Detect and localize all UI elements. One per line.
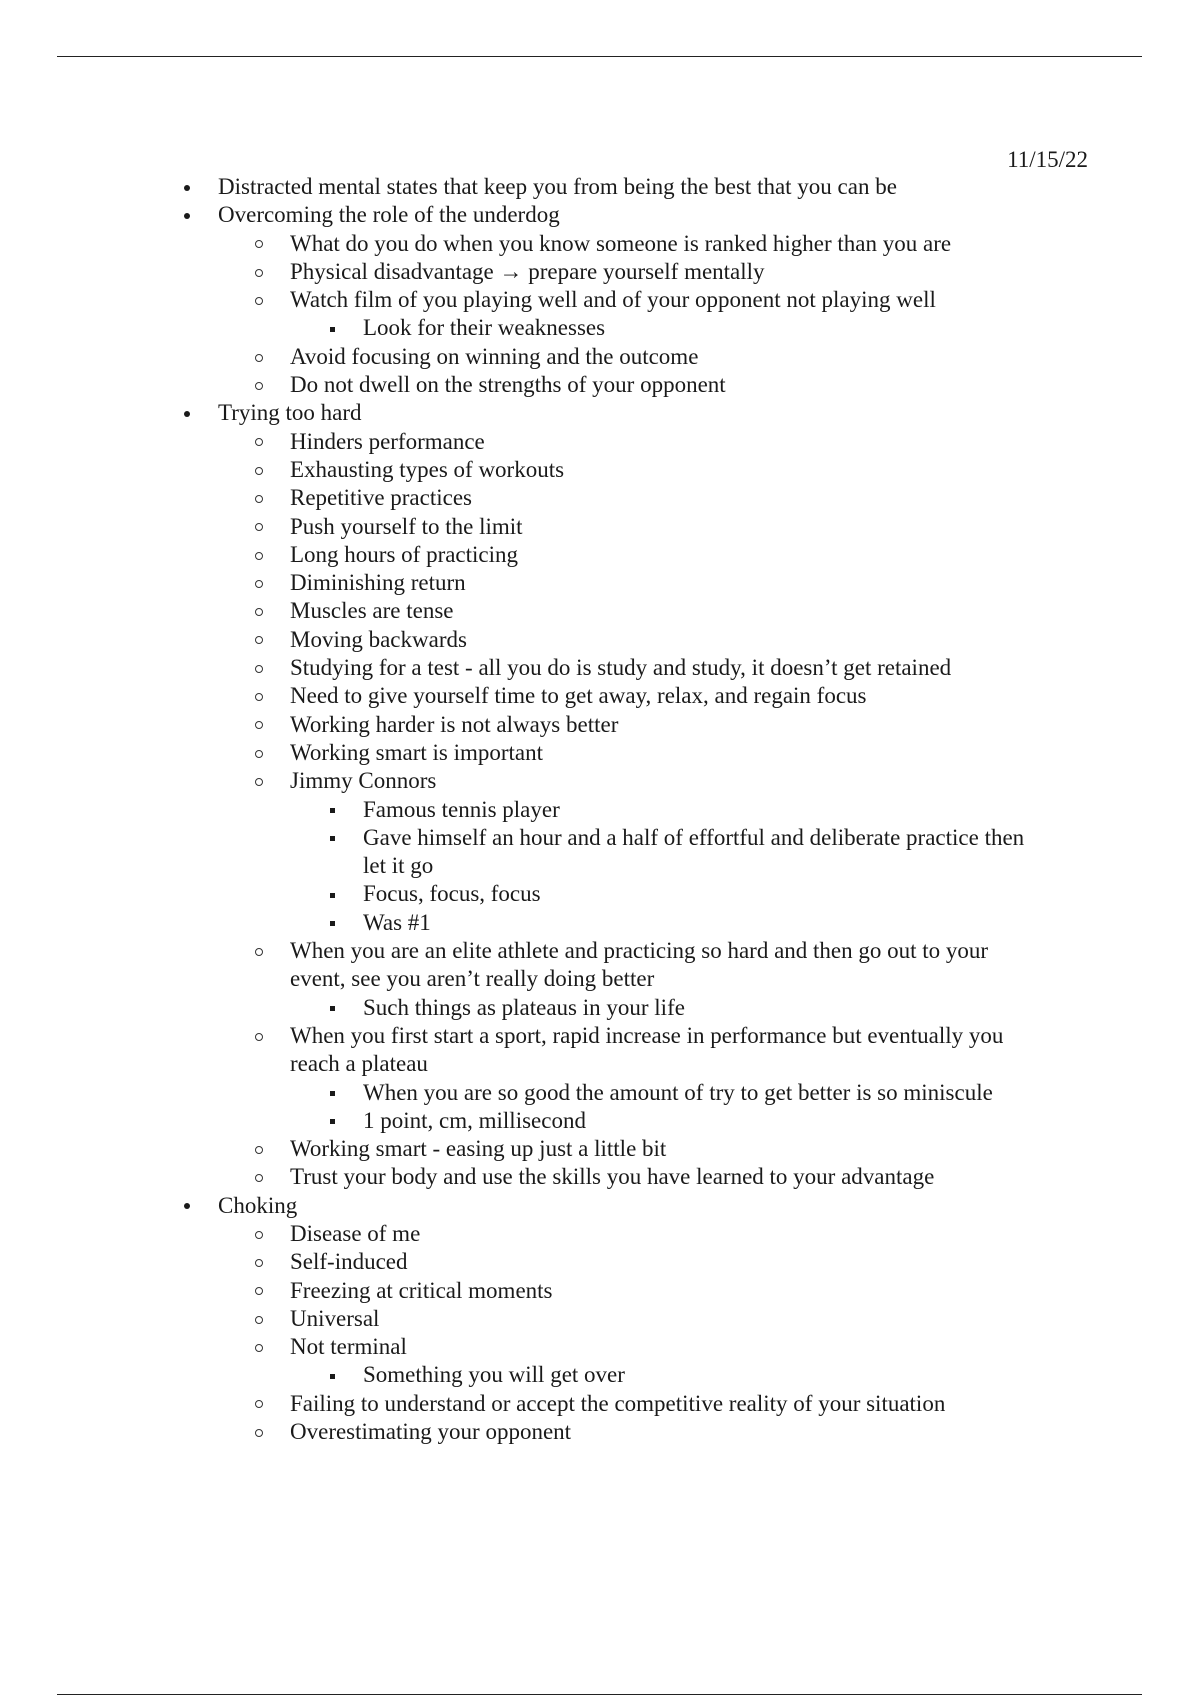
note-item-level-2 <box>0 1163 1200 1191</box>
circle-bullet-icon <box>250 230 268 258</box>
note-item-text: Trying too hard <box>218 400 362 426</box>
note-item-text: Exhausting types of workouts <box>290 456 565 482</box>
note-item-text: Repetitive practices <box>290 485 473 511</box>
note-item-level-3 <box>0 824 1200 852</box>
circle-bullet-icon <box>250 541 268 569</box>
note-item-level-2 <box>0 1248 1200 1276</box>
note-item-level-2 <box>0 739 1200 767</box>
note-item-level-2 <box>0 541 1200 569</box>
square-bullet-icon <box>323 824 341 852</box>
circle-bullet-icon <box>250 484 268 512</box>
note-item-text: When you are an elite athlete and practicing so hard and then go out to your <box>290 938 989 964</box>
note-item-level-2 <box>0 484 1200 512</box>
note-item-level-3 <box>0 909 1200 937</box>
note-item-text: reach a plateau <box>290 1051 428 1077</box>
note-item-text: Watch film of you playing well and of your opponent not playing well <box>290 287 936 313</box>
circle-bullet-icon <box>250 1418 268 1446</box>
note-item-text: Trust your body and use the skills you have learned to your advantage <box>290 1164 935 1190</box>
note-item-text: Choking <box>218 1192 298 1218</box>
note-item-text: Studying for a test - all you do is study and study, it doesn’t get retained <box>290 655 952 681</box>
note-item-level-3 <box>0 994 1200 1022</box>
note-item-text: Overestimating your opponent <box>290 1419 572 1445</box>
note-item-level-2 <box>0 654 1200 682</box>
circle-bullet-icon <box>250 711 268 739</box>
note-item-level-1 <box>0 173 1200 201</box>
note-item-text: Look for their weaknesses <box>363 315 606 341</box>
note-item-text: Failing to understand or accept the competitive reality of your situation <box>290 1390 946 1416</box>
note-item-text: Avoid focusing on winning and the outcome <box>290 343 699 369</box>
circle-bullet-icon <box>250 1248 268 1276</box>
circle-bullet-icon <box>250 937 268 965</box>
note-item-text: Focus, focus, focus <box>363 881 541 907</box>
circle-bullet-icon <box>250 1305 268 1333</box>
note-item-text: Self-induced <box>290 1249 408 1275</box>
note-item-level-2 <box>0 1220 1200 1248</box>
note-item-level-2 <box>0 767 1200 795</box>
note-item-text: Overcoming the role of the underdog <box>218 202 560 228</box>
notes-outline <box>0 173 1200 1446</box>
note-date: 11/15/22 <box>1007 147 1088 172</box>
circle-bullet-icon <box>250 1333 268 1361</box>
note-item-level-1 <box>0 399 1200 427</box>
circle-bullet-icon <box>250 456 268 484</box>
note-item-level-2 <box>0 1135 1200 1163</box>
square-bullet-icon <box>323 909 341 937</box>
circle-bullet-icon <box>250 767 268 795</box>
note-item-text: Universal <box>290 1305 380 1331</box>
circle-bullet-icon <box>250 1277 268 1305</box>
note-item-text: Long hours of practicing <box>290 541 519 567</box>
circle-bullet-icon <box>250 1220 268 1248</box>
note-item-text: Freezing at critical moments <box>290 1277 553 1303</box>
note-item-level-2 <box>0 286 1200 314</box>
note-item-level-3 <box>0 880 1200 908</box>
square-bullet-icon <box>323 994 341 1022</box>
note-item-continuation <box>0 965 1200 993</box>
circle-bullet-icon <box>250 428 268 456</box>
circle-bullet-icon <box>250 286 268 314</box>
circle-bullet-icon <box>250 569 268 597</box>
note-item-level-2 <box>0 682 1200 710</box>
note-item-level-2 <box>0 258 1200 286</box>
note-item-continuation <box>0 852 1200 880</box>
note-item-level-1 <box>0 1192 1200 1220</box>
circle-bullet-icon <box>250 1135 268 1163</box>
note-item-text: Not terminal <box>290 1334 407 1360</box>
note-item-text: event, see you aren’t really doing better <box>290 966 655 992</box>
square-bullet-icon <box>323 880 341 908</box>
note-item-level-2 <box>0 1277 1200 1305</box>
circle-bullet-icon <box>250 343 268 371</box>
note-item-text: Distracted mental states that keep you from being the best that you can be <box>218 174 897 199</box>
note-item-text: Such things as plateaus in your life <box>363 994 685 1020</box>
disc-bullet-icon <box>178 201 196 229</box>
header-rule <box>57 56 1142 57</box>
note-item-text: Was #1 <box>363 909 431 935</box>
circle-bullet-icon <box>250 739 268 767</box>
note-item-text: Something you will get over <box>363 1362 625 1388</box>
note-item-text: Disease of me <box>290 1220 421 1246</box>
circle-bullet-icon <box>250 597 268 625</box>
note-item-level-2 <box>0 1305 1200 1333</box>
circle-bullet-icon <box>250 513 268 541</box>
note-item-level-2 <box>0 371 1200 399</box>
circle-bullet-icon <box>250 371 268 399</box>
note-item-level-2 <box>0 513 1200 541</box>
circle-bullet-icon <box>250 1163 268 1191</box>
note-item-continuation <box>0 1050 1200 1078</box>
note-item-text: Famous tennis player <box>363 796 560 822</box>
circle-bullet-icon <box>250 258 268 286</box>
note-item-text: Moving backwards <box>290 626 467 652</box>
square-bullet-icon <box>323 796 341 824</box>
note-item-level-2 <box>0 343 1200 371</box>
note-item-text: Do not dwell on the strengths of your opponent <box>290 372 726 398</box>
note-item-level-2 <box>0 1390 1200 1418</box>
note-item-text: Need to give yourself time to get away, relax, and regain focus <box>290 683 867 709</box>
note-item-level-3 <box>0 1107 1200 1135</box>
note-item-level-3 <box>0 1361 1200 1389</box>
note-item-text: What do you do when you know someone is ranked higher than you are <box>290 230 952 256</box>
footer-rule <box>57 1694 1142 1695</box>
disc-bullet-icon <box>178 1192 196 1220</box>
note-item-text: When you are so good the amount of try to get better is so miniscule <box>363 1079 993 1105</box>
note-item-text: 1 point, cm, millisecond <box>363 1107 586 1133</box>
circle-bullet-icon <box>250 682 268 710</box>
note-item-level-2 <box>0 626 1200 654</box>
note-item-level-2 <box>0 711 1200 739</box>
disc-bullet-icon <box>178 399 196 427</box>
note-item-level-2 <box>0 456 1200 484</box>
square-bullet-icon <box>323 1361 341 1389</box>
note-item-text: When you first start a sport, rapid increase in performance but eventually you <box>290 1022 1004 1048</box>
circle-bullet-icon <box>250 654 268 682</box>
note-item-level-2 <box>0 937 1200 965</box>
note-item-level-2 <box>0 230 1200 258</box>
note-item-text: Working harder is not always better <box>290 711 619 737</box>
note-item-level-3 <box>0 314 1200 342</box>
note-item-text: Gave himself an hour and a half of effortful and deliberate practice then <box>363 824 1025 850</box>
note-item-level-2 <box>0 597 1200 625</box>
note-item-level-2 <box>0 569 1200 597</box>
square-bullet-icon <box>323 1107 341 1135</box>
disc-bullet-icon <box>178 173 196 201</box>
note-item-text: Physical disadvantage → prepare yourself mentally <box>290 258 765 284</box>
note-item-level-3 <box>0 796 1200 824</box>
note-item-level-1 <box>0 201 1200 229</box>
square-bullet-icon <box>323 1079 341 1107</box>
circle-bullet-icon <box>250 626 268 654</box>
note-item-text: Working smart - easing up just a little bit <box>290 1136 667 1162</box>
circle-bullet-icon <box>250 1390 268 1418</box>
note-item-text: Working smart is important <box>290 739 544 765</box>
note-item-level-3 <box>0 1079 1200 1107</box>
note-item-text: Jimmy Connors <box>290 768 437 794</box>
note-item-text: Diminishing return <box>290 570 466 596</box>
note-item-level-2 <box>0 1418 1200 1446</box>
note-item-level-2 <box>0 1022 1200 1050</box>
note-item-text: Muscles are tense <box>290 598 454 624</box>
circle-bullet-icon <box>250 1022 268 1050</box>
square-bullet-icon <box>323 314 341 342</box>
note-item-level-2 <box>0 428 1200 456</box>
note-item-text: Push yourself to the limit <box>290 513 523 539</box>
note-item-level-2 <box>0 1333 1200 1361</box>
note-item-text: let it go <box>363 853 434 879</box>
note-item-text: Hinders performance <box>290 428 485 454</box>
